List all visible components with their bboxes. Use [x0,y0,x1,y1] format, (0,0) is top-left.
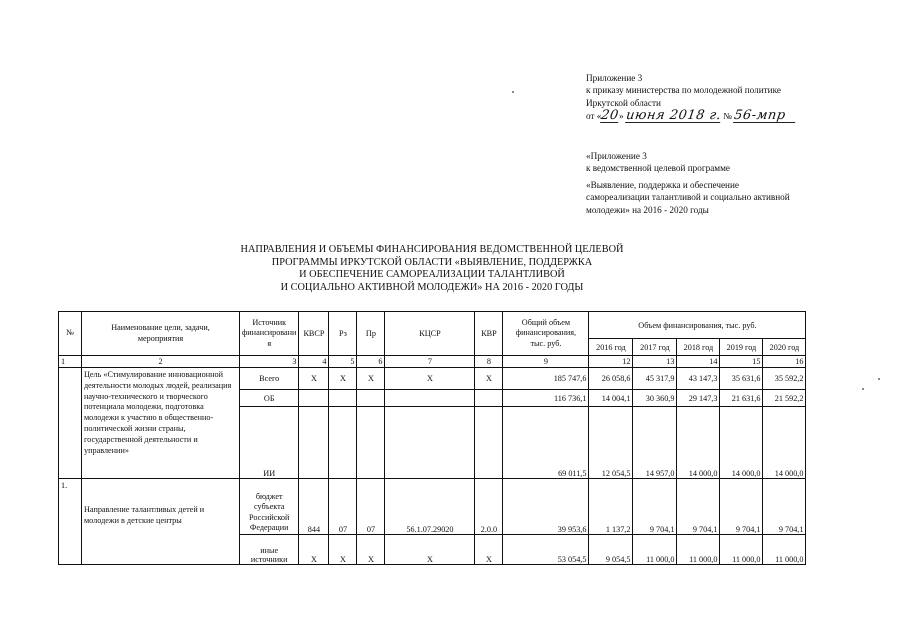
col-number: 8 [475,356,503,368]
col-number: 16 [763,356,806,368]
year-cell: 30 360,9 [633,390,677,407]
total-cell: 39 953,6 [503,479,589,535]
appendix-line: Иркутской области [586,97,661,108]
title-line: И СОЦИАЛЬНО АКТИВНОЙ МОЛОДЕЖИ» НА 2016 - 2020 ГОДЫ [280,281,584,293]
header-kvr: КВР [475,312,503,356]
header-year: 2017 год [633,339,677,356]
handwritten-day: 20 [600,108,621,124]
year-cell: 45 317,9 [633,368,677,390]
year-cell: 35 592,2 [763,368,806,390]
item-text: Направление талантливых детей и молодежи в детские центры [82,479,240,565]
rz-cell: X [329,368,357,390]
col-number: 6 [357,356,385,368]
item-num: 1. [59,479,82,565]
year-cell: 26 058,6 [589,368,633,390]
kvsr-cell: X [299,368,329,390]
header-year: 2020 год [763,339,806,356]
year-cell: 11 000,0 [720,535,763,565]
pr-cell: X [357,368,385,390]
pr-cell [357,390,385,407]
source-cell: иные источники [240,535,299,565]
kvr-cell: 2.0.0 [475,479,503,535]
handwritten-month-year: июня 2018 г. [624,108,723,124]
table-row [59,479,806,535]
header-source: Источник финансировани я [240,312,299,356]
header-year: 2016 год [589,339,633,356]
col-number: 13 [633,356,677,368]
col-number: 9 [503,356,589,368]
appendix-line: молодежи» на 2016 - 2020 годы [586,204,709,215]
year-cell: 14 000,0 [677,407,720,479]
kcsr-cell: 56.1.07.29020 [385,479,475,535]
year-cell: 11 000,0 [763,535,806,565]
goal-num-cell [59,368,82,479]
year-cell: 14 000,0 [763,407,806,479]
header-pr: Пр [357,312,385,356]
kvr-cell [475,390,503,407]
header-rz: Рз [329,312,357,356]
kvr-cell [475,407,503,479]
handwritten-order-number: 56-мпр [733,110,797,123]
year-cell: 14 004,1 [589,390,633,407]
header-volume: Объем финансирования, тыс. руб. [589,312,806,339]
scan-speck [878,378,880,380]
title-line: ПРОГРАММЫ ИРКУТСКОЙ ОБЛАСТИ «ВЫЯВЛЕНИЕ, ПОДДЕРЖКА [271,256,593,268]
appendix-line: к ведомственной целевой программе [586,163,730,174]
appendix-line: «Приложение 3 [586,151,647,161]
order-appendix-block [586,72,796,123]
header-kvsr: КВСР [299,312,329,356]
col-number: 14 [677,356,720,368]
year-cell: 14 000,0 [720,407,763,479]
header-name: Наименование цели, задачи, мероприятия [82,312,240,356]
total-cell: 53 054,5 [503,535,589,565]
kvr-cell: X [475,535,503,565]
year-cell: 9 704,1 [720,479,763,535]
year-cell: 21 631,6 [720,390,763,407]
col-number: 1 [59,356,82,368]
kcsr-cell [385,390,475,407]
date-prefix: от « [586,111,602,122]
total-cell: 185 747,6 [503,368,589,390]
header-kcsr: КЦСР [385,312,475,356]
scan-speck [512,91,514,93]
header-year: 2018 год [677,339,720,356]
pr-cell [357,407,385,479]
year-cell: 1 137,2 [589,479,633,535]
year-cell: 35 631,6 [720,368,763,390]
rz-cell [329,390,357,407]
header-num: № [59,312,82,356]
kvsr-cell: 844 [299,479,329,535]
year-cell: 12 054,5 [589,407,633,479]
kvsr-cell [299,390,329,407]
total-cell: 116 736,1 [503,390,589,407]
col-number: 2 [82,356,240,368]
goal-text: Цель «Стимулирование инновационной деятельности молодых людей, реализация научно-технического и творческого потенциала молодежи, подготовка молодежи к участию в общественно-политической жизни страны, государственной деятельности и управлении» [82,368,240,479]
document-title [192,244,672,294]
title-line: И ОБЕСПЕЧЕНИЕ САМОРЕАЛИЗАЦИИ ТАЛАНТЛИВОЙ [299,269,565,281]
year-cell: 11 000,0 [677,535,720,565]
year-cell: 21 592,2 [763,390,806,407]
number-label: № [723,111,732,122]
header-year: 2019 год [720,339,763,356]
financing-table [58,311,806,565]
year-cell: 9 704,1 [763,479,806,535]
year-cell: 29 147,3 [677,390,720,407]
col-number: 5 [329,356,357,368]
rz-cell: 07 [329,479,357,535]
rz-cell: X [329,535,357,565]
col-number: 3 [240,356,299,368]
order-date-line [586,110,796,123]
title-line: НАПРАВЛЕНИЯ И ОБЪЕМЫ ФИНАНСИРОВАНИЯ ВЕДОМСТВЕННОЙ ЦЕЛЕВОЙ [240,244,624,255]
date-mid: » [618,111,624,122]
pr-cell: 07 [357,479,385,535]
pr-cell: X [357,535,385,565]
table-row [59,368,806,390]
total-cell: 69 011,5 [503,407,589,479]
appendix-line: самореализации талантливой и социально активной [586,192,790,203]
col-number: 4 [299,356,329,368]
kcsr-cell: X [385,368,475,390]
column-number-row [59,356,806,368]
header-total: Общий объем финансирования, тыс. руб. [503,312,589,356]
appendix-line: к приказу министерства по молодежной политике [586,85,781,96]
kcsr-cell: X [385,535,475,565]
kvsr-cell: X [299,535,329,565]
kcsr-cell [385,407,475,479]
scan-speck [862,388,864,390]
source-cell: бюджет субъекта Российской Федерации [240,479,299,535]
appendix-line: Приложение 3 [586,73,643,83]
year-cell: 14 957,0 [633,407,677,479]
year-cell: 9 704,1 [677,479,720,535]
year-cell: 9 054,5 [589,535,633,565]
col-number: 12 [589,356,633,368]
source-cell: ИИ [240,407,299,479]
year-cell: 11 000,0 [633,535,677,565]
year-cell: 43 147,3 [677,368,720,390]
col-number: 7 [385,356,475,368]
kvr-cell: X [475,368,503,390]
kvsr-cell [299,407,329,479]
appendix-line: «Выявление, поддержка и обеспечение [586,179,739,190]
year-cell: 9 704,1 [633,479,677,535]
rz-cell [329,407,357,479]
col-number: 15 [720,356,763,368]
program-appendix-block [586,150,790,216]
source-cell: Всего [240,368,299,390]
source-cell: ОБ [240,390,299,407]
